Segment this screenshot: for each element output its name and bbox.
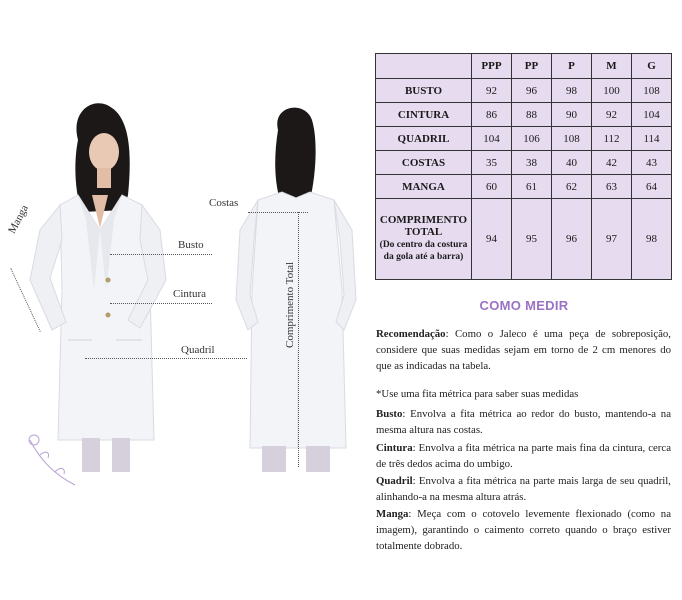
lab-coat-illustration [0,100,370,500]
table-cell: 92 [472,79,512,103]
table-cell: 62 [552,175,592,199]
table-cell: 106 [512,127,552,151]
table-cell: 42 [592,151,632,175]
table-row [376,199,672,280]
quadril-paragraph [376,473,671,505]
table-cell: 98 [552,79,592,103]
table-cell: 35 [472,151,512,175]
table-row [376,151,672,175]
table-cell: 94 [472,199,512,280]
row-sublabel: (Do centro da costura da gola até a barra) [379,240,468,262]
quadril-label: Quadril [181,344,215,356]
cintura-term: Cintura [376,442,413,454]
table-cell: 104 [472,127,512,151]
manga-paragraph [376,506,671,554]
flower-decoration [29,435,75,485]
table-cell: 96 [552,199,592,280]
manga-label: Manga [6,203,31,236]
quadril-text: : Envolva a fita métrica na parte mais larga de seu quadril, alinhando-a na mesma altura atrás. [376,475,671,503]
table-cell: 108 [552,127,592,151]
table-cell: 86 [472,103,512,127]
table-cell: 114 [632,127,672,151]
busto-label: Busto [178,239,204,251]
table-cell: 92 [592,103,632,127]
table-cell: 64 [632,175,672,199]
table-cell: 61 [512,175,552,199]
cintura-text: : Envolva a fita métrica na parte mais fina da cintura, cerca de três dedos acima do umbigo. [376,442,671,470]
row-label: MANGA [376,175,472,199]
costas-label: Costas [209,197,239,209]
row-label: BUSTO [376,79,472,103]
size-header-row [376,54,672,79]
table-cell: 63 [592,175,632,199]
comprimento-line [298,212,299,467]
size-header: M [592,54,632,79]
table-cell: 43 [632,151,672,175]
table-cell: 90 [552,103,592,127]
size-table [375,53,672,280]
table-cell: 96 [512,79,552,103]
busto-line [110,254,212,255]
size-header: PPP [472,54,512,79]
tip-text: *Use uma fita métrica para saber suas medidas [376,388,579,400]
table-row [376,79,672,103]
table-cell: 88 [512,103,552,127]
quadril-term: Quadril [376,475,413,487]
table-cell: 108 [632,79,672,103]
costas-line [248,212,308,213]
cintura-paragraph [376,440,671,472]
recommendation-text: : Como o Jaleco é uma peça de sobreposição, considere que suas medidas sejam em torno de 2 cm menores do que as indicadas na tabela. [376,328,671,372]
table-row [376,127,672,151]
row-label: CINTURA [376,103,472,127]
row-label: COSTAS [376,151,472,175]
row-label: QUADRIL [376,127,472,151]
table-row [376,175,672,199]
manga-term: Manga [376,508,409,520]
cintura-line [110,303,212,304]
table-cell: 100 [592,79,632,103]
table-row [376,103,672,127]
quadril-line [85,358,247,359]
row-label: COMPRIMENTO TOTAL [379,214,468,239]
table-corner [376,54,472,79]
cintura-label: Cintura [173,288,206,300]
busto-term: Busto [376,408,403,420]
recommendation-paragraph [376,326,671,374]
section-title: COMO MEDIR [479,298,569,313]
table-cell: 60 [472,175,512,199]
table-cell: 38 [512,151,552,175]
busto-paragraph [376,406,671,438]
size-header: P [552,54,592,79]
recommendation-label: Recomendação [376,328,446,340]
tip-paragraph [376,386,671,402]
table-cell: 104 [632,103,672,127]
size-header: G [632,54,672,79]
busto-text: : Envolva a fita métrica ao redor do busto, mantendo-a na mesma altura nas costas. [376,408,671,436]
table-cell: 112 [592,127,632,151]
table-cell: 40 [552,151,592,175]
table-cell: 95 [512,199,552,280]
table-cell: 97 [592,199,632,280]
manga-text: : Meça com o cotovelo levemente flexionado (como na imagem), garantindo o caimento correto quando o braço estiver totalmente dobrado. [376,508,671,552]
size-header: PP [512,54,552,79]
table-cell: 98 [632,199,672,280]
row-label-comprimento [376,199,472,280]
comprimento-label: Comprimento Total [284,261,296,348]
